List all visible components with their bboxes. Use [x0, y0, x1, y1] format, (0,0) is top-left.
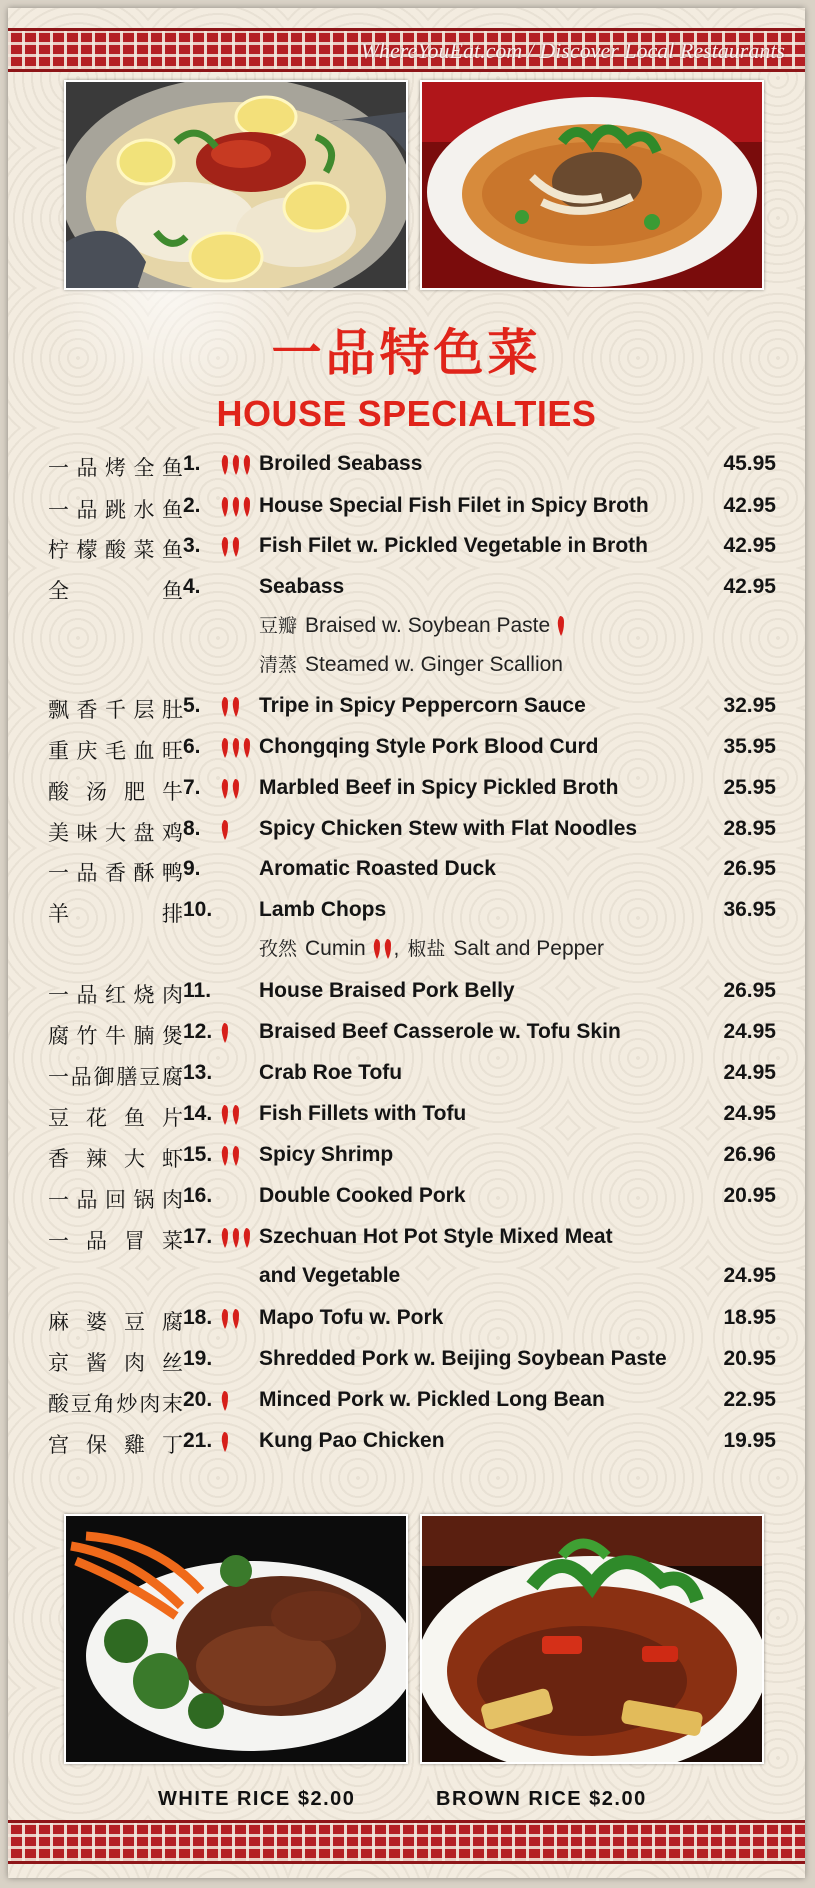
- item-price: 24.95: [723, 1020, 776, 1043]
- item-number: 19.: [183, 1347, 213, 1370]
- seabass-option: [259, 611, 567, 645]
- item-price: 26.95: [723, 979, 776, 1002]
- item-number: 10.: [183, 898, 213, 921]
- chili-pepper-icon: [220, 695, 242, 719]
- item-name: Mapo Tofu w. Pork: [259, 1306, 444, 1329]
- menu-item: [8, 1014, 805, 1054]
- menu-item: [8, 488, 805, 528]
- spice-level: [220, 453, 264, 477]
- item-name: Lamb Chops: [259, 898, 387, 921]
- item-price: 24.95: [723, 1061, 776, 1084]
- spice-level: [220, 1144, 264, 1168]
- item-name: Szechuan Hot Pot Style Mixed Meat: [259, 1225, 613, 1248]
- chili-pepper-icon: [220, 1430, 231, 1454]
- chili-pepper-mark: [233, 455, 239, 475]
- watermark: WhereYouEat.com / Discover Local Restaurants: [360, 38, 785, 63]
- menu-item: [8, 770, 805, 810]
- item-number: 3.: [183, 534, 201, 557]
- chili-pepper-mark: [244, 1228, 250, 1248]
- option-english: Braised w. Soybean Paste: [305, 614, 551, 637]
- menu-item: [8, 1300, 805, 1340]
- item-name: Spicy Chicken Stew with Flat Noodles: [259, 817, 638, 840]
- photo-beef-casserole: [420, 1514, 764, 1764]
- item-number: 14.: [183, 1102, 213, 1125]
- menu-item: [8, 1382, 805, 1422]
- item-price: 42.95: [723, 575, 776, 598]
- chili-pepper-icon: [220, 1103, 242, 1127]
- spice-level: [220, 1021, 264, 1045]
- bottom-fret-border: [8, 1820, 805, 1864]
- chili-pepper-mark: [222, 779, 228, 799]
- chili-pepper-mark: [558, 616, 564, 636]
- chili-pepper-icon: [220, 1021, 231, 1045]
- item-name: Aromatic Roasted Duck: [259, 857, 496, 880]
- chili-pepper-mark: [233, 779, 239, 799]
- item-number: 21.: [183, 1429, 213, 1452]
- item-chinese-name: 麻婆豆腐: [48, 1310, 183, 1334]
- chili-pepper-icon: [220, 777, 242, 801]
- chili-pepper-mark: [233, 497, 239, 517]
- chili-pepper-mark: [222, 1105, 228, 1125]
- spice-level: [220, 1389, 264, 1413]
- menu-item: [8, 1178, 805, 1218]
- chili-pepper-icon: [220, 1389, 231, 1413]
- menu-item: [8, 811, 805, 851]
- spice-level: [220, 1226, 264, 1250]
- chili-pepper-icon: [220, 535, 242, 559]
- spice-level: [220, 495, 264, 519]
- chili-pepper-icon: [372, 937, 394, 961]
- item-number: 15.: [183, 1143, 213, 1166]
- spice-level: [220, 695, 264, 719]
- spice-level: [220, 1062, 264, 1086]
- item-chinese-name: 柠檬酸菜鱼: [48, 538, 183, 562]
- spice-level: [220, 576, 264, 600]
- item-price: 20.95: [723, 1347, 776, 1370]
- item-price: 20.95: [723, 1184, 776, 1207]
- item-number: 20.: [183, 1388, 213, 1411]
- chili-pepper-mark: [373, 939, 379, 959]
- spice-level: [220, 1430, 264, 1454]
- menu-item: [8, 1341, 805, 1381]
- spice-level: [220, 1103, 264, 1127]
- item-chinese-name: 重庆毛血旺: [48, 739, 183, 763]
- chili-pepper-mark: [244, 738, 250, 758]
- item-name: Kung Pao Chicken: [259, 1429, 445, 1452]
- item-number: 9.: [183, 857, 201, 880]
- item-price: 42.95: [723, 494, 776, 517]
- chili-pepper-mark: [222, 1023, 228, 1043]
- item-price: 25.95: [723, 776, 776, 799]
- item-name: Broiled Seabass: [259, 452, 423, 475]
- spice-level: [220, 777, 264, 801]
- separator: ,: [393, 937, 400, 960]
- menu-item: [8, 1219, 805, 1287]
- menu-item: [8, 1137, 805, 1177]
- photo-lamb-chops: [64, 1514, 408, 1764]
- item-name-continued: and Vegetable: [259, 1264, 401, 1287]
- item-price: 45.95: [723, 452, 776, 475]
- item-price: 42.95: [723, 534, 776, 557]
- chili-pepper-mark: [244, 455, 250, 475]
- item-number: 12.: [183, 1020, 213, 1043]
- chili-pepper-mark: [222, 1309, 228, 1329]
- chili-pepper-mark: [233, 1146, 239, 1166]
- chili-pepper-mark: [233, 1309, 239, 1329]
- option-chinese: 豆瓣: [259, 615, 298, 637]
- item-chinese-name: 羊排: [48, 902, 183, 926]
- chili-pepper-mark: [233, 537, 239, 557]
- chili-pepper-icon: [220, 1307, 242, 1331]
- item-number: 1.: [183, 452, 201, 475]
- item-chinese-name: 全鱼: [48, 579, 183, 603]
- item-name: Fish Filet w. Pickled Vegetable in Broth: [259, 534, 648, 557]
- item-name: Double Cooked Pork: [259, 1184, 466, 1207]
- item-chinese-name: 腐竹牛腩煲: [48, 1024, 183, 1048]
- spice-level: [220, 818, 264, 842]
- item-name: Chongqing Style Pork Blood Curd: [259, 735, 599, 758]
- chili-pepper-icon: [220, 1144, 242, 1168]
- item-number: 11.: [183, 979, 212, 1002]
- item-price: 24.95: [723, 1264, 776, 1287]
- chili-pepper-mark: [222, 1432, 228, 1452]
- option-chinese: 孜然: [259, 938, 298, 960]
- menu-item: [8, 446, 805, 486]
- chili-pepper-mark: [233, 738, 239, 758]
- item-number: 2.: [183, 494, 201, 517]
- title-english: HOUSE SPECIALTIES: [216, 393, 597, 434]
- spice-level: [220, 899, 264, 923]
- chili-pepper-mark: [222, 455, 228, 475]
- item-chinese-name: 豆花鱼片: [48, 1106, 183, 1130]
- seabass-option: [259, 650, 563, 684]
- item-chinese-name: 一品御膳豆腐: [48, 1065, 183, 1089]
- menu-item: [8, 973, 805, 1013]
- item-number: 7.: [183, 776, 201, 799]
- chili-pepper-icon: [556, 614, 567, 638]
- spice-level: [220, 858, 264, 882]
- spice-level: [220, 980, 264, 1004]
- item-name: Crab Roe Tofu: [259, 1061, 403, 1084]
- option-english: Salt and Pepper: [453, 937, 605, 960]
- spice-level: [220, 1307, 264, 1331]
- spice-level: [220, 736, 264, 760]
- item-name: Fish Fillets with Tofu: [259, 1102, 467, 1125]
- item-chinese-name: 一品冒菜: [48, 1229, 183, 1253]
- item-price: 26.96: [723, 1143, 776, 1166]
- chili-pepper-mark: [222, 537, 228, 557]
- item-name: Spicy Shrimp: [259, 1143, 394, 1166]
- item-price: 36.95: [723, 898, 776, 921]
- item-price: 32.95: [723, 694, 776, 717]
- chili-pepper-icon: [220, 495, 253, 519]
- item-name: House Braised Pork Belly: [259, 979, 515, 1002]
- option-english: Steamed w. Ginger Scallion: [305, 653, 563, 676]
- chili-pepper-mark: [222, 1146, 228, 1166]
- chili-pepper-mark: [222, 497, 228, 517]
- item-chinese-name: 一品回锅肉: [48, 1188, 183, 1212]
- spice-level: [220, 1348, 264, 1372]
- item-chinese-name: 一品跳水鱼: [48, 498, 183, 522]
- menu-item: [8, 569, 805, 609]
- item-chinese-name: 美味大盘鸡: [48, 821, 183, 845]
- chili-pepper-mark: [233, 1105, 239, 1125]
- chili-pepper-mark: [222, 1391, 228, 1411]
- item-chinese-name: 酸汤肥牛: [48, 780, 183, 804]
- menu-item: [8, 729, 805, 769]
- item-price: 22.95: [723, 1388, 776, 1411]
- photo-noodle-soup: [420, 80, 764, 290]
- menu-item: [8, 1423, 805, 1463]
- item-number: 18.: [183, 1306, 213, 1329]
- item-number: 16.: [183, 1184, 213, 1207]
- item-number: 17.: [183, 1225, 213, 1248]
- item-price: 26.95: [723, 857, 776, 880]
- chili-pepper-icon: [220, 453, 253, 477]
- title-chinese: 一品特色菜: [271, 324, 542, 382]
- item-name: Shredded Pork w. Beijing Soybean Paste: [259, 1347, 667, 1370]
- item-price: 28.95: [723, 817, 776, 840]
- spice-level: [220, 535, 264, 559]
- item-chinese-name: 宫保雞丁: [48, 1433, 183, 1457]
- chili-pepper-mark: [222, 738, 228, 758]
- item-name: Minced Pork w. Pickled Long Bean: [259, 1388, 605, 1411]
- item-name: Tripe in Spicy Peppercorn Sauce: [259, 694, 586, 717]
- chili-pepper-mark: [244, 497, 250, 517]
- menu-item: [8, 528, 805, 568]
- option-chinese: 椒盐: [407, 938, 446, 960]
- white-rice-price: WHITE RICE $2.00: [158, 1788, 356, 1810]
- menu-item: [8, 1055, 805, 1095]
- item-price: 35.95: [723, 735, 776, 758]
- chili-pepper-icon: [220, 818, 231, 842]
- menu-item: [8, 892, 805, 932]
- chili-pepper-mark: [384, 939, 390, 959]
- chili-pepper-icon: [220, 736, 253, 760]
- option-english: Cumin: [305, 937, 366, 960]
- item-chinese-name: 飘香千层肚: [48, 698, 183, 722]
- item-number: 13.: [183, 1061, 213, 1084]
- chili-pepper-icon: [220, 1226, 253, 1250]
- item-name: Marbled Beef in Spicy Pickled Broth: [259, 776, 619, 799]
- menu-page: [8, 8, 805, 1878]
- item-number: 8.: [183, 817, 201, 840]
- option-chinese: 清蒸: [259, 654, 298, 676]
- menu-item: [8, 1096, 805, 1136]
- menu-item: [8, 688, 805, 728]
- item-chinese-name: 京酱肉丝: [48, 1351, 183, 1375]
- item-chinese-name: 一品红烧肉: [48, 983, 183, 1007]
- item-chinese-name: 酸豆角炒肉末: [48, 1392, 183, 1416]
- item-price: 24.95: [723, 1102, 776, 1125]
- item-chinese-name: 香辣大虾: [48, 1147, 183, 1171]
- lamb-options: [259, 934, 604, 968]
- item-chinese-name: 一品烤全鱼: [48, 456, 183, 480]
- spice-level: [220, 1185, 264, 1209]
- chili-pepper-mark: [233, 697, 239, 717]
- chili-pepper-mark: [233, 1228, 239, 1248]
- photo-fish-dish: [64, 80, 408, 290]
- menu-item: [8, 851, 805, 891]
- item-price: 19.95: [723, 1429, 776, 1452]
- chili-pepper-mark: [222, 1228, 228, 1248]
- item-name: Braised Beef Casserole w. Tofu Skin: [259, 1020, 621, 1043]
- item-name: Seabass: [259, 575, 345, 598]
- brown-rice-price: BROWN RICE $2.00: [436, 1788, 647, 1810]
- chili-pepper-mark: [222, 820, 228, 840]
- item-number: 6.: [183, 735, 201, 758]
- item-number: 4.: [183, 575, 201, 598]
- item-number: 5.: [183, 694, 201, 717]
- item-chinese-name: 一品香酥鸭: [48, 861, 183, 885]
- item-price: 18.95: [723, 1306, 776, 1329]
- chili-pepper-mark: [222, 697, 228, 717]
- item-name: House Special Fish Filet in Spicy Broth: [259, 494, 649, 517]
